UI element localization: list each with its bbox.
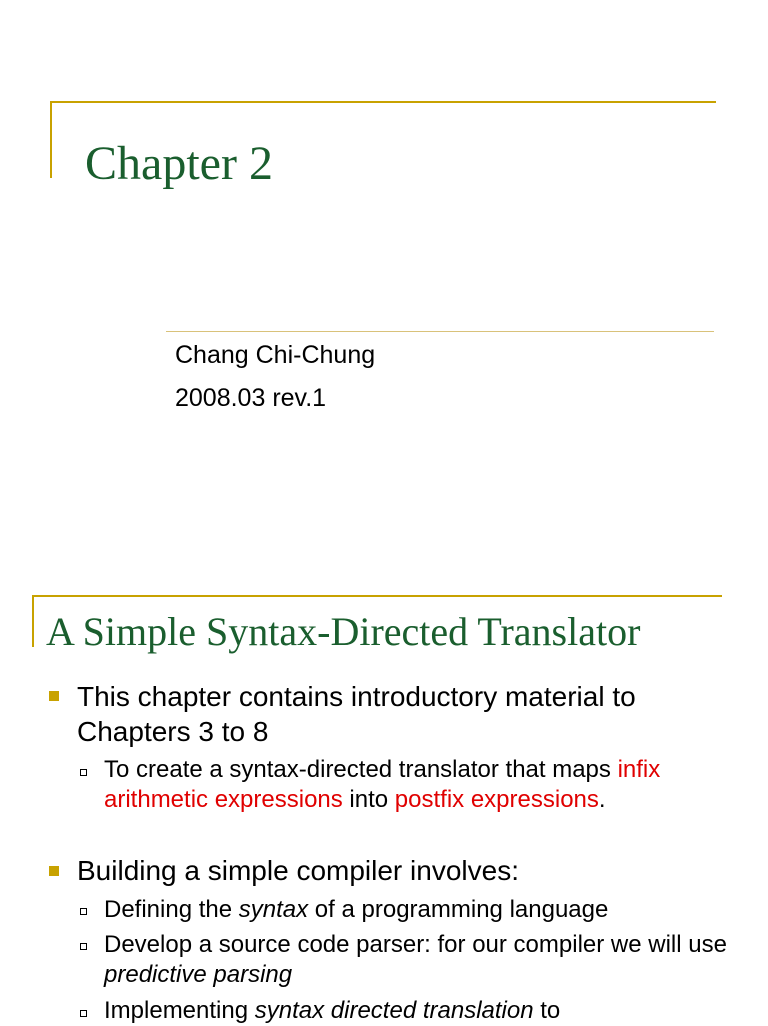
sub-bullet-square bbox=[80, 943, 87, 950]
slide2-top-rule bbox=[32, 595, 722, 597]
slide1-left-rule bbox=[50, 101, 52, 178]
sub-bullet-square bbox=[80, 908, 87, 915]
slide1-subtitle-rule bbox=[166, 331, 714, 332]
sub-bullet-square bbox=[80, 769, 87, 776]
bullet-square bbox=[49, 866, 59, 876]
slide2-title: A Simple Syntax-Directed Translator bbox=[46, 609, 641, 654]
sub-bullet-text-2-2: Develop a source code parser: for our compiler we will use predictive parsing bbox=[104, 931, 727, 988]
slide1-top-rule bbox=[50, 101, 716, 103]
slide1-author: Chang Chi-Chung bbox=[175, 341, 376, 369]
slide1-title: Chapter 2 bbox=[85, 137, 273, 190]
sub-bullet-text-1-1: To create a syntax-directed translator that maps infix arithmetic expressions into postfix expressions. bbox=[104, 756, 661, 813]
sub-bullet-text-2-3: Implementing syntax directed translation to bbox=[104, 997, 561, 1024]
bullet-square bbox=[49, 691, 59, 701]
slide1-date: 2008.03 rev.1 bbox=[175, 384, 327, 412]
sub-bullet-text-2-1: Defining the syntax of a programming language bbox=[104, 896, 609, 923]
bullet-text-2: Building a simple compiler involves: bbox=[77, 855, 519, 886]
sub-bullet-square bbox=[80, 1010, 87, 1017]
slide2-left-rule bbox=[32, 595, 34, 647]
bullet-text-1: This chapter contains introductory material to Chapters 3 to 8 bbox=[77, 681, 636, 747]
